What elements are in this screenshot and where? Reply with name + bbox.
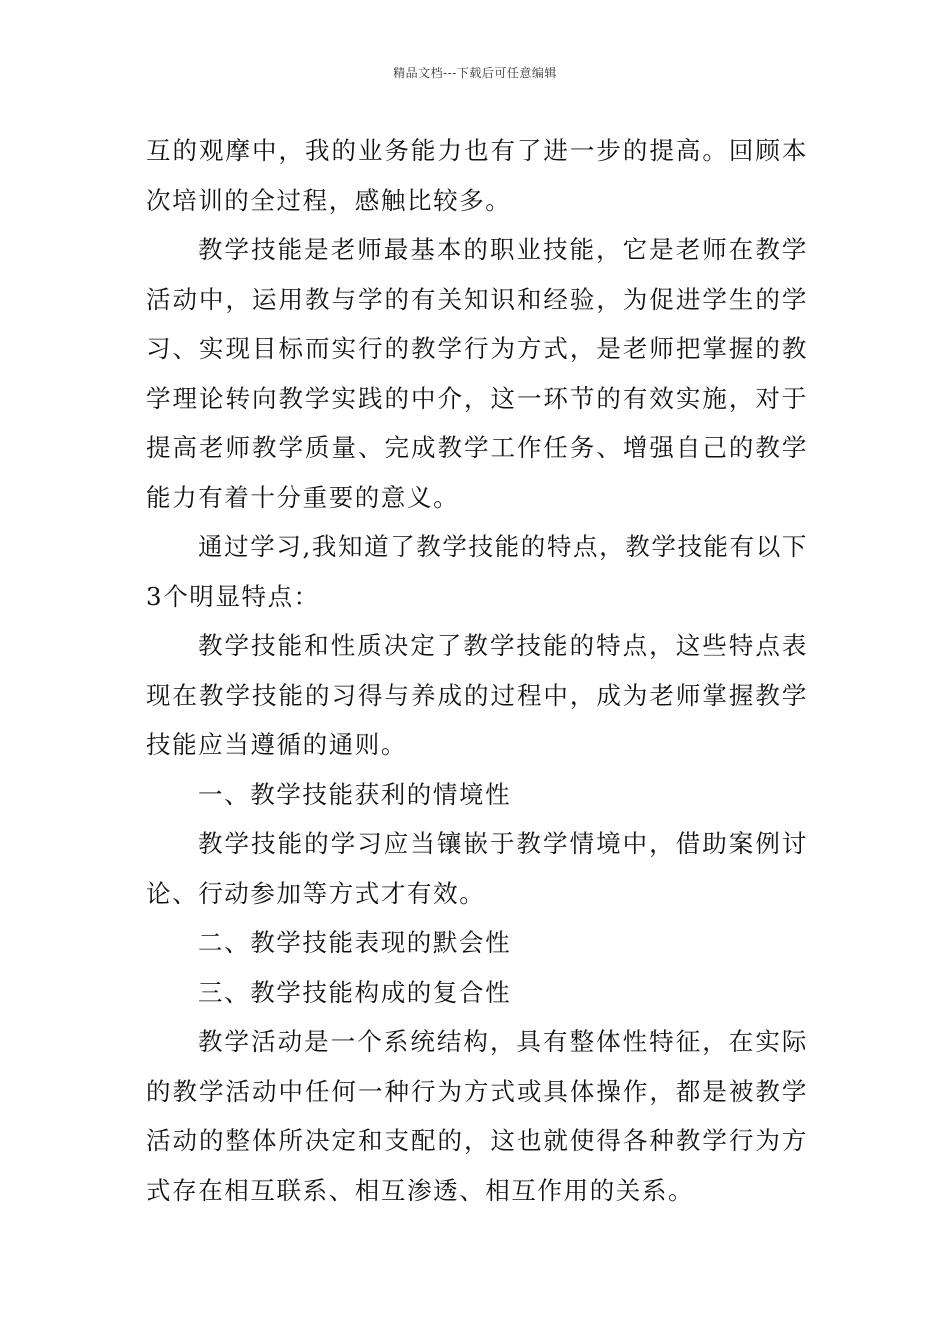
paragraph-continuation: 互的观摩中，我的业务能力也有了进一步的提高。回顾本次培训的全过程，感触比较多。 bbox=[146, 136, 808, 215]
page-header: 精品文档---下载后可任意编辑 bbox=[393, 66, 557, 80]
section-heading-3: 三、教学技能构成的复合性 bbox=[198, 977, 512, 1007]
paragraph-skill-features-intro: 通过学习,我知道了教学技能的特点，教学技能有以下3个明显特点： bbox=[146, 532, 808, 611]
document-body bbox=[146, 126, 808, 1215]
paragraph-teaching-skill-definition: 教学技能是老师最基本的职业技能，它是老师在教学活动中，运用教与学的有关知识和经验，为促进学生的学习、实现目标而实行的教学行为方式，是老师把掌握的教学理论转向教学实践的中介，这一环节的有效实施，对于提高老师教学质量、完成教学工作任务、增强自己的教学能力有着十分重要的意义。 bbox=[146, 235, 808, 512]
paragraph-situational-learning: 教学技能的学习应当镶嵌于教学情境中，借助案例讨论、行动参加等方式才有效。 bbox=[146, 829, 808, 908]
section-heading-2: 二、教学技能表现的默会性 bbox=[198, 928, 512, 957]
section-heading-1: 一、教学技能获利的情境性 bbox=[198, 779, 512, 809]
paragraph-system-structure: 教学活动是一个系统结构，具有整体性特征，在实际的教学活动中任何一种行为方式或具体操作，都是被教学活动的整体所决定和支配的，这也就使得各种教学行为方式存在相互联系、相互渗透、相互作用的关系。 bbox=[146, 1027, 808, 1205]
paragraph-skill-nature: 教学技能和性质决定了教学技能的特点，这些特点表现在教学技能的习得与养成的过程中，成为老师掌握教学技能应当遵循的通则。 bbox=[146, 631, 808, 759]
